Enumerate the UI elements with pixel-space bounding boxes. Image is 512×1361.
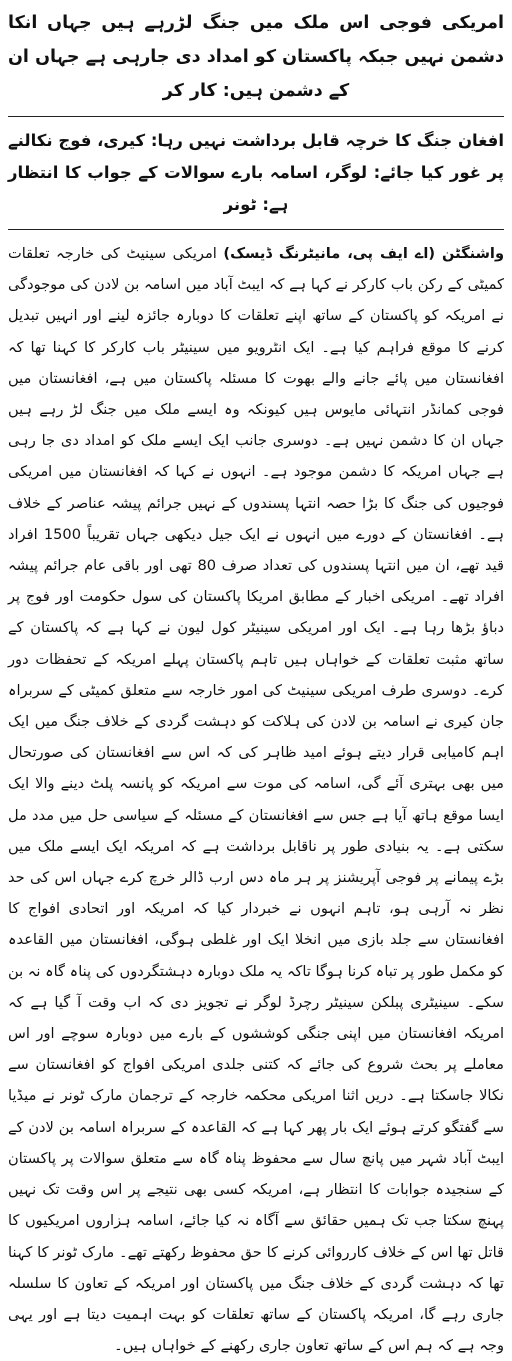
bottom-divider bbox=[8, 229, 504, 230]
subheadline: افغان جنگ کا خرچہ قابل برداشت نہیں رہا: کیری، فوج نکالنے پر غور کیا جائے: لوگر، اسامہ بارے سوالات کے جواب کا انتظار ہے: ٹونر bbox=[8, 131, 504, 214]
top-divider bbox=[8, 116, 504, 117]
headline: امریکی فوجی اس ملک میں جنگ لڑرہے ہیں جہاں انکا دشمن نہیں جبکہ پاکستان کو امداد دی جارہی ہے جہاں ان کے دشمن ہیں: کار کر bbox=[8, 13, 504, 101]
article-text: امریکی سینیٹ کی خارجہ تعلقات کمیٹی کے رکن باب کارکر نے کہا ہے کہ ایبٹ آباد میں اسامہ بن لادن کی موجودگی نے امریکہ کو پاکستان کے ساتھ اپنے تعلقات کا دوبارہ جائزہ لینے اور انہیں تبدیل کرنے کا موقع فراہم کیا ہے۔ ایک انٹرویو میں سینیٹر باب کارکر کا کہنا تھا کہ افغانستان میں پائے جانے والے بھوت کا مسئلہ پاکستان میں ہے، افغانستان میں فوجی کمانڈر انتہائی مایوس ہیں کیونکہ وہ ایسے ملک میں جنگ لڑ رہے ہیں جہاں ان کا دشمن نہیں ہے۔ دوسری جانب ایک ایسے ملک کو امداد دی جا رہی ہے جہاں امریکہ کا دشمن موجود ہے۔ انہوں نے کہا کہ افغانستان میں امریکی فوجیوں کی جنگ کا بڑا حصہ انتہا پسندوں کے نہیں جرائم پیشہ عناصر کے خلاف ہے۔ افغانستان کے دورے میں انہوں نے ایک جیل دیکھی جہاں تقریباً 1500 افراد قید تھے، ان میں انتہا پسندوں کی تعداد صرف 80 تھی اور باقی عام جرائم پیشہ افراد تھے۔ امریکی اخبار کے مطابق امریکا پاکستان کی سول حکومت اور فوج پر دباؤ بڑھا رہا ہے۔ ایک اور امریکی سینیٹر کول لیون نے کہا ہے کہ پاکستان کے ساتھ مثبت تعلقات کے خواہاں ہیں تاہم پاکستان پہلے امریکہ کے تحفظات دور کرے۔ دوسری طرف امریکی سینیٹ کی امور خارجہ سے متعلق کمیٹی کے سربراہ جان کیری نے اسامہ بن لادن کی ہلاکت کو دہشت گردی کے خلاف جنگ میں ایک اہم کامیابی قرار دیتے ہوئے امید ظاہر کی کہ اس سے افغانستان کی صورتحال میں بھی بہتری آئے گی، اسامہ کی موت سے امریکہ کو پانسہ پلٹ دینے والا ایک ایسا موقع ہاتھ آیا ہے جس سے افغانستان کے مسئلہ کے سیاسی حل میں مدد مل سکتی ہے۔ یہ بنیادی طور پر ناقابل برداشت ہے کہ امریکہ ایک ایسے ملک میں بڑے پیمانے پر فوجی آپریشنز پر ہر ماہ دس ارب ڈالر خرچ کرے جہاں اس کی حد نظر نہ آرہی ہو، تاہم انہوں نے خبردار کیا کہ امریکہ اور اتحادی افواج کا افغانستان سے جلد بازی میں انخلا ایک اور غلطی ہوگی، افغانستان میں القاعدہ کو مکمل طور پر تباہ کرنا ہوگا تاکہ یہ ملک دوبارہ دہشتگردوں کی پناہ گاہ نہ بن سکے۔ سینیٹری پبلکن سینیٹر رچرڈ لوگر نے تجویز دی کہ اب وقت آ گیا ہے کہ امریکہ افغانستان میں اپنی جنگی کوششوں کے بارے میں دوبارہ سوچے اور اس معاملے پر بحث شروع کی جائے کہ کتنی جلدی امریکی افواج کو افغانستان سے نکالا جاسکتا ہے۔ دریں اثنا امریکی محکمہ خارجہ کے ترجمان مارک ٹونر نے میڈیا سے گفتگو کرتے ہوئے ایک بار پھر کہا ہے کہ القاعدہ کے سربراہ اسامہ بن لادن کے ایبٹ آباد شہر میں پانچ سال سے محفوظ پناہ گاہ سے متعلق سوالات پر پاکستان کے سنجیدہ جوابات کا انتظار ہے، امریکہ کسی بھی نتیجے پر اس وقت تک نہیں پہنچ سکتا جب تک ہمیں حقائق سے آگاہ نہ کیا جائے، اسامہ ہزاروں امریکیوں کا قاتل تھا اس کے خلاف کارروائی کرنے کا حق محفوظ رکھتے تھے۔ مارک ٹونر کا کہنا تھا کہ دہشت گردی کے خلاف جنگ میں پاکستان اور امریکہ کے تعاون کا سلسلہ جاری رہے گا، امریکہ پاکستان کے ساتھ تعلقات کو بہت اہمیت دیتا ہے اور یہی وجہ ہے کہ ہم اس کے ساتھ تعاون جاری رکھنے کے خواہاں ہیں۔ bbox=[8, 245, 504, 1355]
dateline: واشنگٹن (اے ایف پی، مانیٹرنگ ڈیسک) bbox=[223, 245, 505, 262]
article-body bbox=[8, 232, 504, 1361]
